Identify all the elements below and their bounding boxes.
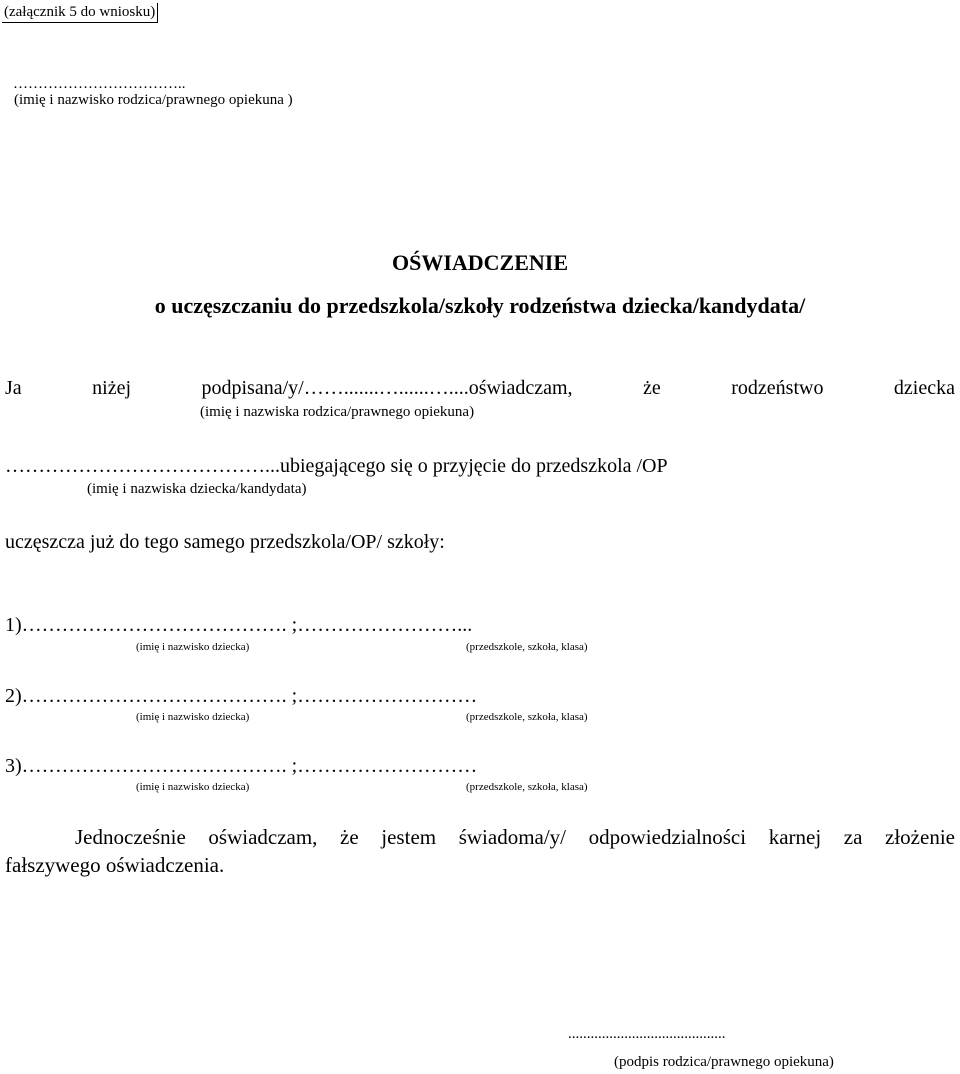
declaration-word: złożenie [885, 825, 955, 849]
statement-caption-child: (imię i nazwiska dziecka/kandydata) [87, 481, 307, 497]
statement-line-1 [5, 377, 955, 400]
statement-word: rodzeństwo [731, 377, 824, 399]
signature-caption: (podpis rodzica/prawnego opiekuna) [614, 1054, 834, 1070]
declaration-word: oświadczam, [208, 825, 318, 849]
declaration-word: Jednocześnie [75, 825, 186, 849]
parent-name-field[interactable]: …………………………….. [13, 76, 186, 92]
declaration-word: że [340, 825, 359, 849]
sibling-1-school-caption: (przedszkole, szkoła, klasa) [466, 641, 588, 653]
document-title: OŚWIADCZENIE [391, 250, 569, 275]
declaration-line-1 [75, 825, 955, 850]
sibling-2-name-caption: (imię i nazwisko dziecka) [136, 711, 250, 723]
declaration-word: za [843, 825, 863, 849]
sibling-2-field[interactable]: 2)…………………………………. ;……………………… [5, 685, 478, 707]
statement-child-field[interactable]: …………………………………...ubiegającego się o przyjęcie do przedszkola /OP [5, 455, 668, 477]
statement-word: że [643, 377, 661, 399]
statement-caption-parent: (imię i nazwiska rodzica/prawnego opiekuna) [200, 404, 475, 420]
statement-word: dziecka [893, 377, 955, 399]
declaration-word: karnej [768, 825, 822, 849]
sibling-2-school-caption: (przedszkole, szkoła, klasa) [466, 711, 588, 723]
sibling-3-school-caption: (przedszkole, szkoła, klasa) [466, 781, 588, 793]
declaration-line-2: fałszywego oświadczenia. [5, 853, 225, 877]
statement-line-3: uczęszcza już do tego samego przedszkola/OP/ szkoły: [5, 531, 445, 553]
attachment-label: (załącznik 5 do wniosku) [2, 3, 158, 23]
sibling-3-field[interactable]: 3)…………………………………. ;……………………… [5, 755, 478, 777]
signature-field[interactable]: .......................................... [568, 1026, 726, 1042]
statement-word: Ja [5, 377, 22, 399]
sibling-3-name-caption: (imię i nazwisko dziecka) [136, 781, 250, 793]
statement-parent-field[interactable]: podpisana/y/…….......…......…....oświadczam, [201, 377, 573, 399]
parent-name-caption: (imię i nazwisko rodzica/prawnego opiekuna ) [14, 92, 293, 108]
statement-word: niżej [92, 377, 132, 399]
sibling-1-name-caption: (imię i nazwisko dziecka) [136, 641, 250, 653]
sibling-1-field[interactable]: 1)…………………………………. ;……………………... [5, 614, 473, 636]
declaration-word: jestem [381, 825, 437, 849]
declaration-word: odpowiedzialności [588, 825, 747, 849]
declaration-word: świadoma/y/ [458, 825, 567, 849]
document-subtitle: o uczęszczaniu do przedszkola/szkoły rodzeństwa dziecka/kandydata/ [154, 293, 806, 318]
